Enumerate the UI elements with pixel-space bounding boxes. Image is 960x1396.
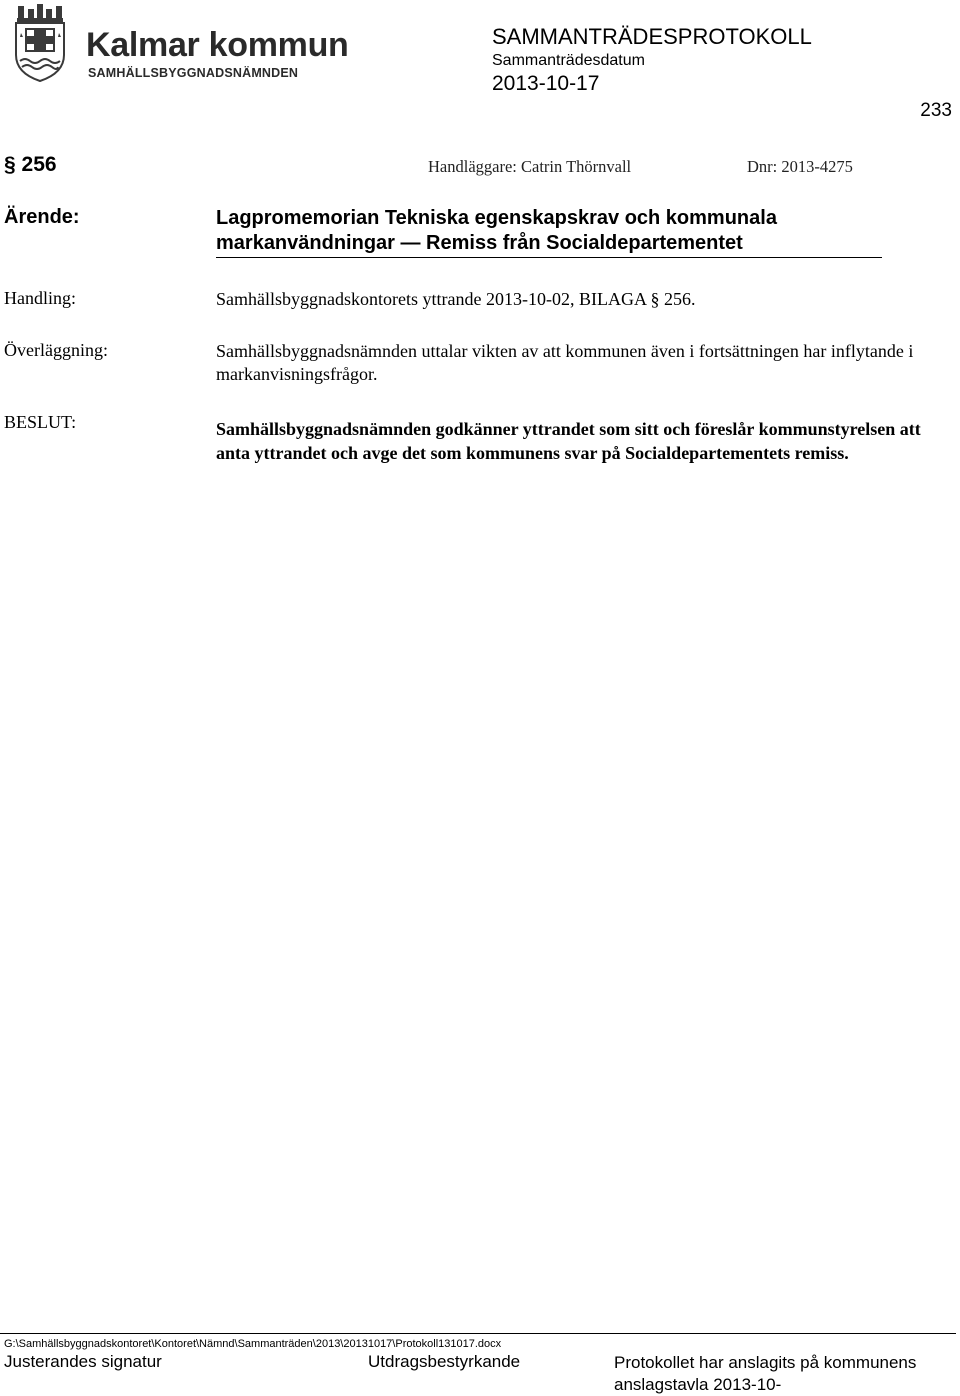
meeting-date-value: 2013-10-17: [492, 72, 600, 95]
footer-divider: [0, 1333, 956, 1334]
org-department: SAMHÄLLSBYGGNADSNÄMNDEN: [88, 66, 299, 80]
title-divider: [216, 257, 882, 258]
case-dnr: Dnr: 2013-4275: [747, 157, 853, 176]
meeting-date-label: Sammanträdesdatum: [492, 52, 645, 69]
arende-label: Ärende:: [4, 206, 80, 228]
extract-certification: Utdragsbestyrkande: [368, 1352, 521, 1371]
case-handler: Handläggare: Catrin Thörnvall: [428, 157, 632, 176]
org-name: Kalmar kommun: [86, 26, 349, 64]
overlaggning-label: Överläggning:: [4, 340, 108, 360]
document-type: SAMMANTRÄDESPROTOKOLL: [492, 24, 812, 49]
case-title: Lagpromemorian Tekniska egenskapskrav och kommunala markanvändningar — Remiss från Socialdepartementet: [216, 207, 777, 254]
posting-notice: Protokollet har anslagits på kommunens anslagstavla 2013-10-: [614, 1353, 917, 1394]
handling-label: Handling:: [4, 288, 76, 308]
handling-text: Samhällsbyggnadskontorets yttrande 2013-10-02, BILAGA § 256.: [216, 289, 696, 309]
beslut-text: Samhällsbyggnadsnämnden godkänner yttrandet som sitt och föreslår kommunstyrelsen att anta yttrandet och avge det som kommunens svar på Socialdepartementets remiss.: [216, 419, 921, 463]
signature-field: Justerandes signatur: [4, 1352, 162, 1371]
section-number: § 256: [4, 153, 57, 176]
overlaggning-text: Samhällsbyggnadsnämnden uttalar vikten av att kommunen även i fortsättningen har inflytande i markanvisningsfrågor.: [216, 341, 914, 384]
page-number: 233: [920, 100, 952, 121]
kalmar-coat-of-arms-icon: [8, 3, 72, 85]
file-path: G:\Samhällsbyggnadskontoret\Kontoret\Nämnd\Sammanträden\2013\20131017\Protokoll131017.docx: [4, 1338, 502, 1350]
beslut-label: BESLUT:: [4, 412, 77, 432]
